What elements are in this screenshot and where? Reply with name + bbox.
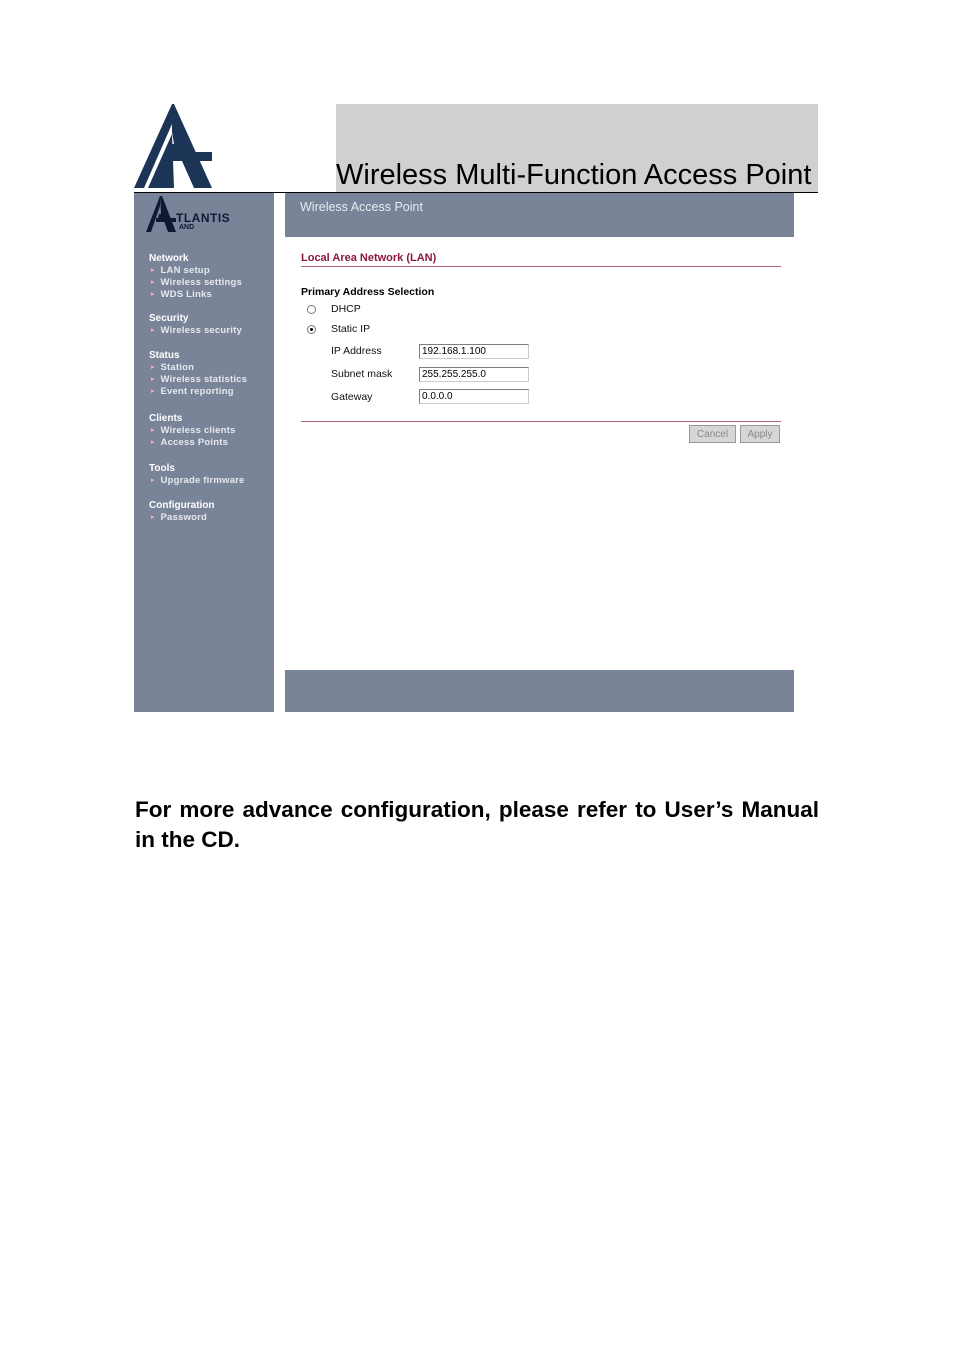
- bullet-icon: ▸: [151, 514, 155, 521]
- body-paragraph: For more advance configuration, please refer to User’s Manual in the CD.: [135, 797, 819, 852]
- sidebar-item-access-points[interactable]: [151, 437, 228, 450]
- apply-button[interactable]: Apply: [740, 425, 780, 443]
- sidebar-item-label: LAN setup: [160, 265, 210, 276]
- bullet-icon: ▸: [151, 327, 155, 334]
- sidebar-section-clients: Clients: [149, 413, 183, 424]
- bullet-icon: ▸: [151, 364, 155, 371]
- bullet-icon: ▸: [151, 376, 155, 383]
- sidebar: [134, 193, 274, 712]
- form-divider: [301, 421, 781, 422]
- static-ip-label: Static IP: [331, 323, 371, 335]
- sidebar-item-label: Wireless clients: [160, 425, 236, 436]
- main-content: [285, 237, 794, 670]
- section-divider: [301, 266, 781, 267]
- sidebar-section-network: Network: [149, 253, 189, 264]
- sidebar-item-password[interactable]: [151, 512, 207, 525]
- document-title: Wireless Multi-Function Access Point: [336, 159, 812, 191]
- brand-logo-text: TLANTIS: [176, 211, 231, 225]
- sidebar-item-label: Password: [160, 512, 207, 523]
- bullet-icon: ▸: [151, 439, 155, 446]
- sidebar-section-tools: Tools: [149, 463, 175, 474]
- gateway-input[interactable]: [419, 389, 529, 404]
- subsection-title: Primary Address Selection: [301, 286, 435, 298]
- bullet-icon: ▸: [151, 291, 155, 298]
- bullet-icon: ▸: [151, 477, 155, 484]
- bottom-bar: [285, 670, 794, 712]
- sidebar-item-label: Access Points: [160, 437, 229, 448]
- atlantis-brand-logo: [146, 196, 242, 234]
- dhcp-radio[interactable]: [307, 305, 316, 314]
- sidebar-section-configuration: Configuration: [149, 500, 215, 511]
- sidebar-item-upgrade-firmware[interactable]: [151, 475, 245, 488]
- atlantis-small-logo-icon: [146, 196, 176, 232]
- section-title: Local Area Network (LAN): [301, 252, 437, 264]
- bullet-icon: ▸: [151, 279, 155, 286]
- sidebar-item-label: Event reporting: [160, 386, 234, 397]
- bullet-icon: ▸: [151, 388, 155, 395]
- cancel-button[interactable]: Cancel: [689, 425, 736, 443]
- ip-address-input[interactable]: [419, 344, 529, 359]
- sidebar-item-wireless-security[interactable]: [151, 325, 242, 338]
- top-bar: [285, 193, 794, 237]
- bullet-icon: ▸: [151, 427, 155, 434]
- subnet-mask-input[interactable]: [419, 367, 529, 382]
- static-ip-radio[interactable]: [307, 325, 316, 334]
- sidebar-item-label: Wireless statistics: [160, 374, 248, 385]
- sidebar-section-status: Status: [149, 350, 180, 361]
- brand-logo-subtext: AND: [179, 224, 195, 231]
- ip-address-label: IP Address: [331, 345, 382, 357]
- sidebar-section-security: Security: [149, 313, 189, 324]
- sidebar-item-label: WDS Links: [160, 289, 212, 300]
- bullet-icon: ▸: [151, 267, 155, 274]
- sidebar-item-wds-links[interactable]: [151, 289, 212, 302]
- subnet-mask-label: Subnet mask: [331, 368, 393, 380]
- sidebar-item-label: Wireless security: [160, 325, 242, 336]
- sidebar-item-label: Wireless settings: [160, 277, 242, 288]
- atlantis-logo-icon: [134, 104, 214, 188]
- sidebar-item-event-reporting[interactable]: [151, 386, 234, 399]
- app-title: Wireless Access Point: [300, 200, 423, 214]
- sidebar-item-label: Upgrade firmware: [160, 475, 245, 486]
- dhcp-label: DHCP: [331, 303, 361, 315]
- gateway-label: Gateway: [331, 391, 373, 403]
- sidebar-item-label: Station: [160, 362, 195, 373]
